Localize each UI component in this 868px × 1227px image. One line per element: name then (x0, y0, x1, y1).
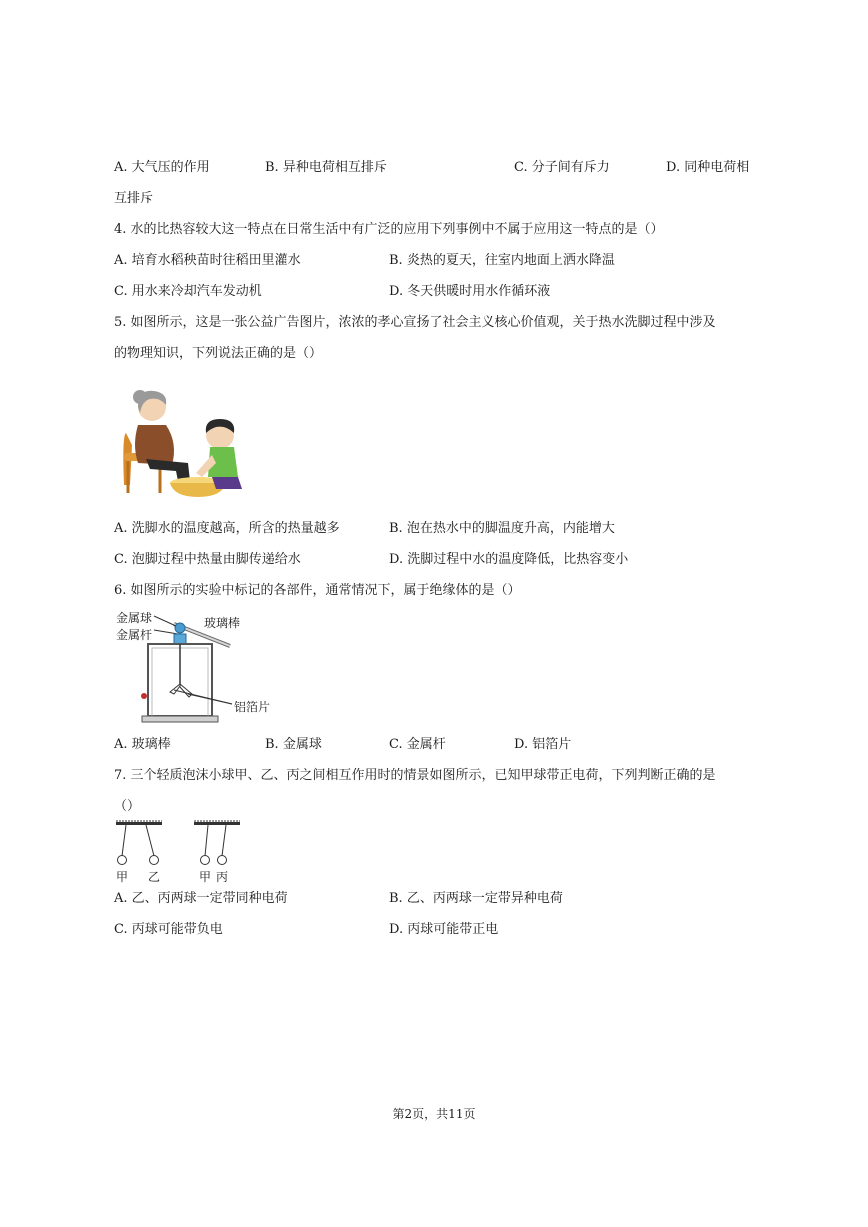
q6-option-b: B. 金属球 (265, 737, 322, 752)
q5-stem-line2: 的物理知识，下列说法正确的是（） (114, 346, 323, 361)
q6-option-c: C. 金属杆 (389, 737, 446, 752)
q5-option-a: A. 洗脚水的温度越高，所含的热量越多 (114, 521, 340, 536)
label-jia-right: 甲 (199, 870, 212, 884)
q5-option-d: D. 洗脚过程中水的温度降低，比热容变小 (389, 552, 629, 567)
q4-stem: 4. 水的比热容较大这一特点在日常生活中有广泛的应用下列事例中不属于应用这一特点的是（） (114, 222, 664, 237)
q5-option-c: C. 泡脚过程中热量由脚传递给水 (114, 552, 301, 567)
q3-option-c: C. 分子间有斥力 (514, 160, 610, 175)
q3-option-d: D. 同种电荷相 (666, 160, 750, 175)
charged-balls-diagram (112, 818, 252, 868)
page-footer: 第2页，共11页 (392, 1107, 476, 1121)
q7-option-c: C. 丙球可能带负电 (114, 922, 223, 937)
q3-option-a: A. 大气压的作用 (114, 160, 210, 175)
q6-option-a: A. 玻璃棒 (114, 737, 171, 752)
label-glass-rod: 玻璃棒 (204, 616, 241, 630)
q7-option-b: B. 乙、丙两球一定带异种电荷 (389, 891, 563, 906)
q7-option-d: D. 丙球可能带正电 (389, 922, 499, 937)
q4-option-b: B. 炎热的夏天，往室内地面上洒水降温 (389, 253, 615, 268)
q3-option-b: B. 异种电荷相互排斥 (265, 160, 387, 175)
q7-stem-line1: 7. 三个轻质泡沫小球甲、乙、丙之间相互作用时的情景如图所示，已知甲球带正电荷，下列判断正确的是 (114, 768, 716, 783)
q5-stem-line1: 5. 如图所示，这是一张公益广告图片，浓浓的孝心宣扬了社会主义核心价值观，关于热水洗脚过程中涉及 (114, 315, 716, 330)
label-yi: 乙 (148, 870, 161, 884)
q4-option-d: D. 冬天供暖时用水作循环液 (389, 284, 551, 299)
label-jia-left: 甲 (116, 870, 129, 884)
foot-washing-illustration (116, 385, 256, 500)
q7-stem-line2: （） (114, 799, 141, 814)
q5-option-b: B. 泡在热水中的脚温度升高，内能增大 (389, 521, 615, 536)
q6-stem: 6. 如图所示的实验中标记的各部件，通常情况下，属于绝缘体的是（） (114, 583, 521, 598)
q4-option-c: C. 用水来冷却汽车发动机 (114, 284, 262, 299)
label-aluminum-foil: 铝箔片 (234, 700, 271, 714)
label-metal-rod: 金属杆 (116, 628, 153, 642)
label-metal-ball: 金属球 (116, 611, 153, 625)
q6-option-d: D. 铝箔片 (514, 737, 572, 752)
q7-option-a: A. 乙、丙两球一定带同种电荷 (114, 891, 288, 906)
q3-option-d-wrap: 互排斥 (114, 191, 154, 206)
label-bing: 丙 (216, 870, 229, 884)
q4-option-a: A. 培育水稻秧苗时往稻田里灌水 (114, 253, 301, 268)
